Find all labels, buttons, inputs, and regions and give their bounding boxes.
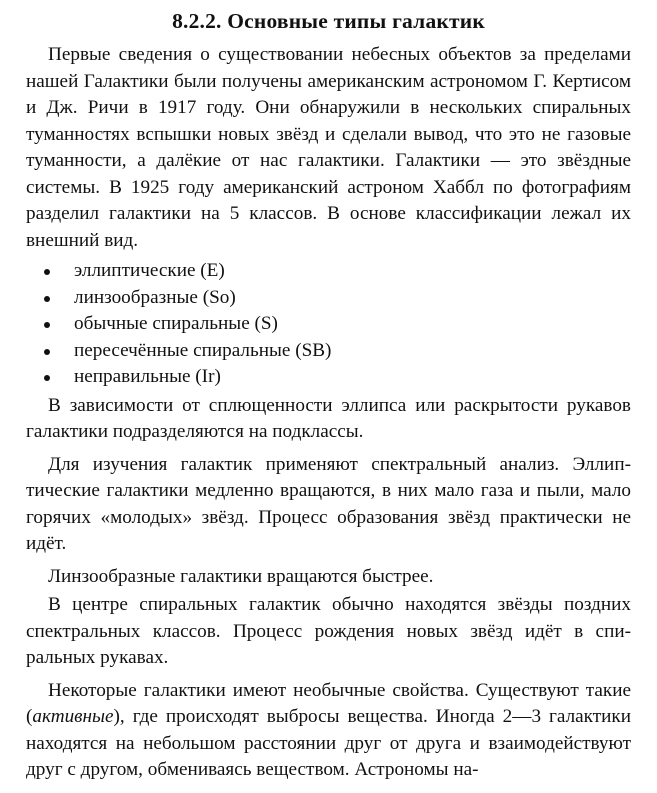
list-item-text: пересечённые спиральные (SB) — [74, 339, 332, 361]
paragraph-subclasses: В зависимости от сплющенности эллипса или раскрытости рукавов галактики подразделяются на подклассы. — [26, 394, 631, 442]
list-item-text: эллиптические (E) — [74, 260, 225, 281]
section-title: 8.2.2. Основные типы галактик — [172, 9, 485, 33]
list-item — [26, 258, 631, 285]
paragraph-intro: Первые сведения о существовании небесных объектов за пределами нашей Галактики были получены американским астрономом Г. Кертисом и Дж. Ричи в 1917 году. Они обнаружили в нескольких спиральных туманностях вспышки новых звёзд и сделали вывод, что это не газовые туманности, а далёкие от нас галактики. Галактики — это звёздные системы. В 1925 году американский астроном Хаббл по фотографиям разделил галактики на 5 классов. В основе классификации лежал их внешний вид. — [26, 44, 631, 251]
bullet-icon — [44, 322, 50, 328]
paragraph-lenticular: Линзообразные галактики вращаются быстрее. — [48, 565, 434, 587]
list-item — [26, 311, 631, 338]
emphasis-term: активные — [32, 706, 114, 727]
paragraph-spectral-analysis: Для изучения галактик применяют спектральный анализ. Эллиптические галактики медленно вращаются, в них мало газа и пыли, мало горячих «молодых» звёзд. Процесс образования звёзд практически не идёт. — [26, 453, 631, 554]
galaxy-classes-list — [26, 258, 631, 391]
list-item-text: линзообразные (So) — [74, 286, 236, 308]
paragraph-spiral: В центре спиральных галактик обычно находятся звёзды поздних спектральных классов. Процесс рождения новых звёзд идёт в спиральных рукавах. — [26, 594, 631, 668]
bullet-icon — [44, 269, 50, 275]
list-item — [26, 285, 631, 312]
list-item-text: неправильные (Ir) — [74, 366, 221, 387]
paragraph-text-end: ), где происходят выбросы вещества. Иногда 2—3 галактики находятся на небольшом расстоянии друг от друга и взаимодействуют друг с другом, обмениваясь веществом. Астрономы на- — [26, 706, 631, 780]
list-item — [26, 364, 631, 391]
document-page — [26, 6, 631, 788]
paragraph-active-galaxies — [26, 678, 631, 784]
bullet-icon — [44, 349, 50, 355]
bullet-icon — [44, 296, 50, 302]
list-item-text: обычные спиральные (S) — [74, 313, 278, 334]
bullet-icon — [44, 375, 50, 381]
paragraph-text-start: Некоторые галактики имеют необычные свойства. Существуют такие ( — [26, 679, 631, 727]
list-item — [26, 338, 631, 365]
